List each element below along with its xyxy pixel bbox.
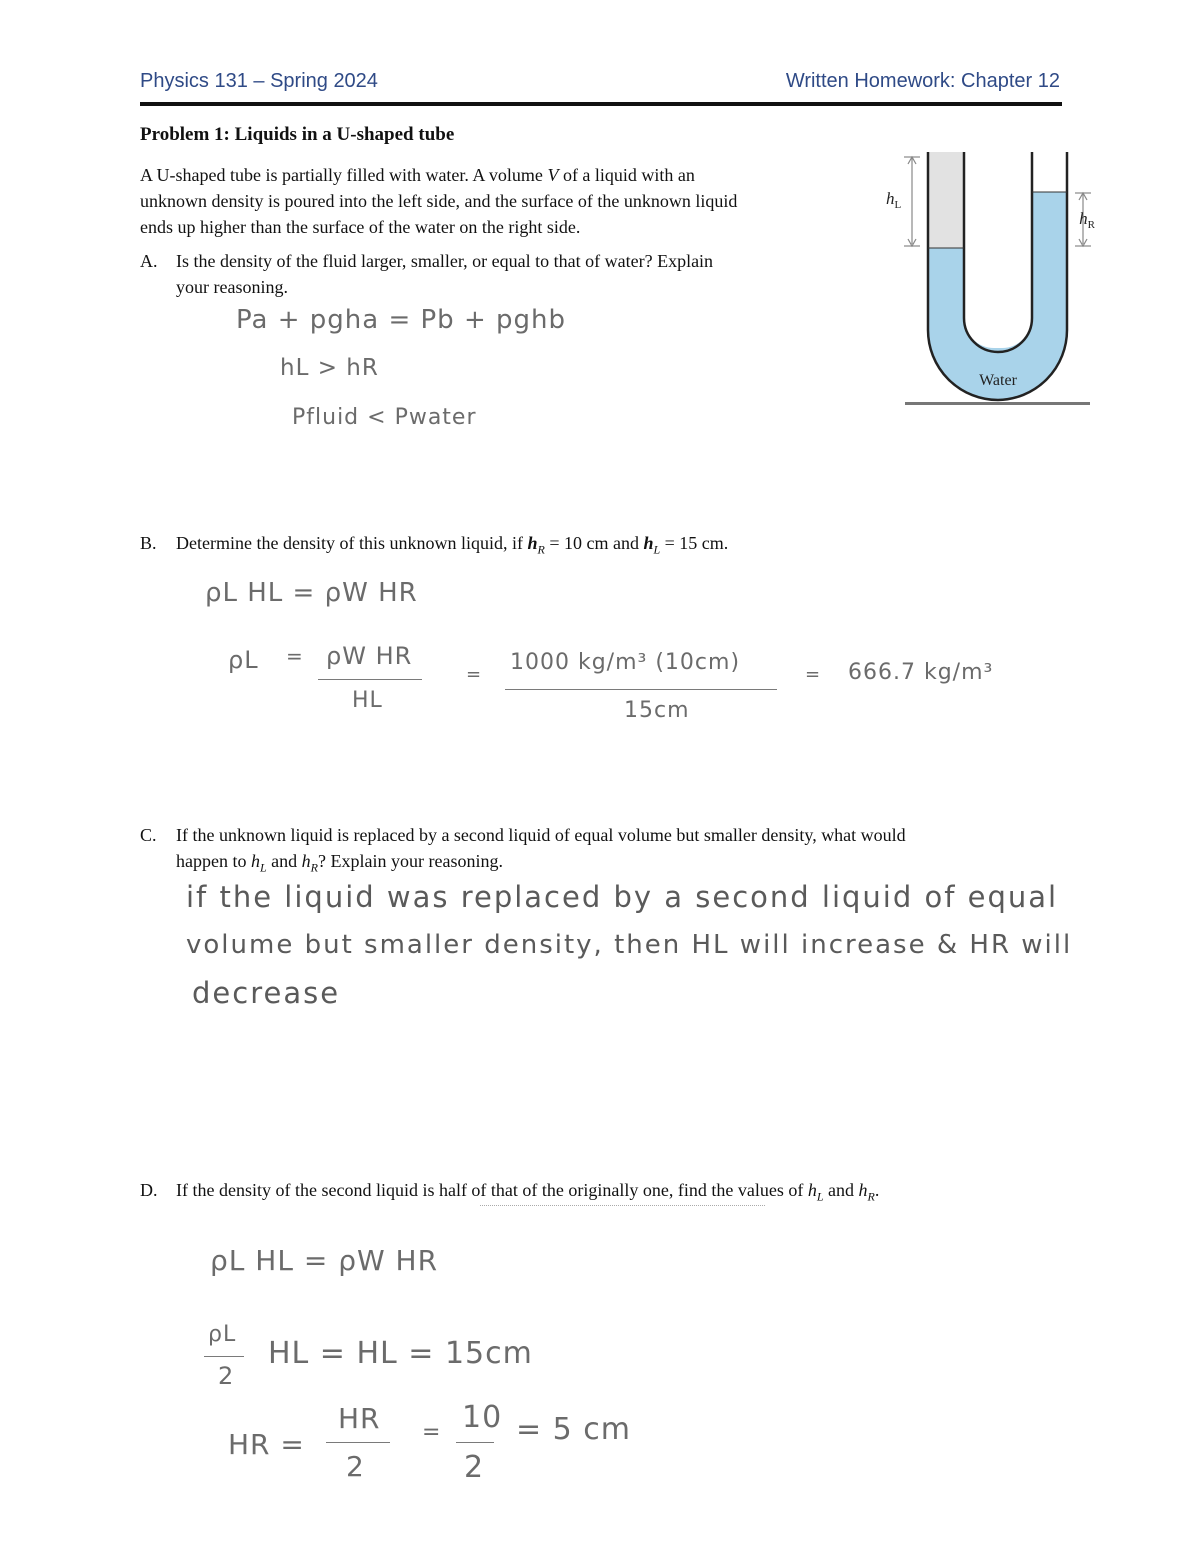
question-a-line2: your reasoning. [176,277,288,297]
answer-b-fracline2 [505,689,777,690]
answer-a-line3: Pfluid < Pwater [292,405,477,430]
question-a-label: A. [140,251,158,271]
answer-d-num-c: 10 [462,1400,503,1435]
question-c-line1: If the unknown liquid is replaced by a second liquid of equal volume but smaller density, what would [176,825,906,845]
ground [905,402,1090,405]
answer-d-den-c: 2 [464,1450,485,1485]
answer-c-line2: volume but smaller density, then HL will increase & HR will [186,930,1073,960]
intro-line3: ends up higher than the surface of the water on the right side. [140,217,581,237]
intro-line1: A U-shaped tube is partially filled with water. A volume [140,165,543,185]
answer-b-eq1: = [286,644,304,668]
question-a-line1: Is the density of the fluid larger, smaller, or equal to that of water? Explain [176,251,714,271]
answer-a-line2: hL > hR [280,355,379,381]
question-d-underline [480,1205,765,1207]
answer-d-fracline-c [456,1442,494,1443]
answer-d-fracline-a [204,1356,244,1357]
question-b-label: B. [140,533,157,553]
question-d-text: If the density of the second liquid is half of that of the originally one, find the values of $h_L$ and $h_R$. [176,1180,880,1204]
answer-b-result: 666.7 kg/m³ [848,660,994,685]
answer-b-den1: HL [352,688,383,713]
answer-d-num-a: ρL [208,1322,237,1347]
u-tube-diagram [870,140,1095,415]
answer-d-num-b: HR [338,1402,381,1435]
label-water: Water [979,372,1017,389]
answer-b-line1: ρL HL = ρW HR [205,578,418,608]
answer-b-eq3: = [805,664,822,685]
answer-b-eq2: = [466,664,483,685]
header-rule [140,102,1062,106]
question-d-label: D. [140,1180,158,1200]
answer-b-num2: 1000 kg/m³ (10cm) [510,650,741,675]
question-b-pre: Determine the density of this unknown liquid, if [176,533,523,553]
label-hR: $h_R$ [1079,209,1095,231]
intro-line1b: of a liquid with an [562,165,695,185]
answer-c-line1: if the liquid was replaced by a second liquid of equal [186,880,1059,914]
problem-intro [140,162,860,240]
unknown-liquid [928,152,964,248]
answer-d-lhs-b: HR = [228,1428,305,1461]
answer-d-result-b: = 5 cm [516,1412,632,1447]
question-b-hr: = 10 cm and [549,533,639,553]
answer-d-den-b: 2 [346,1450,365,1483]
answer-d-eq-b: = [422,1420,442,1445]
answer-d-mid-a: HL = HL = 15cm [268,1336,533,1371]
question-c-line2: happen to $h_L$ and $h_R$? Explain your reasoning. [176,851,503,875]
answer-a-line1: Pa + pgha = Pb + pghb [236,305,566,335]
course-title: Physics 131 – Spring 2024 [140,70,378,92]
problem-title: Problem 1: Liquids in a U-shaped tube [140,124,455,145]
answer-b-fracline1 [318,679,422,680]
assignment-title: Written Homework: Chapter 12 [785,70,1060,92]
answer-c-line3: decrease [192,976,341,1010]
answer-b-den2: 15cm [624,698,690,723]
answer-b-lhs: ρL [228,646,259,674]
question-c-label: C. [140,825,157,845]
intro-variable: V [547,165,559,185]
answer-d-line1: ρL HL = ρW HR [210,1244,439,1277]
question-b-text: Determine the density of this unknown liquid, if $h_R = 10$ cm and $h_L = 15$ cm. [176,533,729,557]
intro-line2: unknown density is poured into the left side, and the surface of the unknown liquid [140,191,738,211]
label-hL: $h_L$ [886,189,902,211]
answer-d-fracline-b [326,1442,390,1443]
answer-b-num1: ρW HR [326,642,413,670]
question-b-hl: = 15 cm. [664,533,729,553]
answer-d-den-a: 2 [218,1362,235,1390]
